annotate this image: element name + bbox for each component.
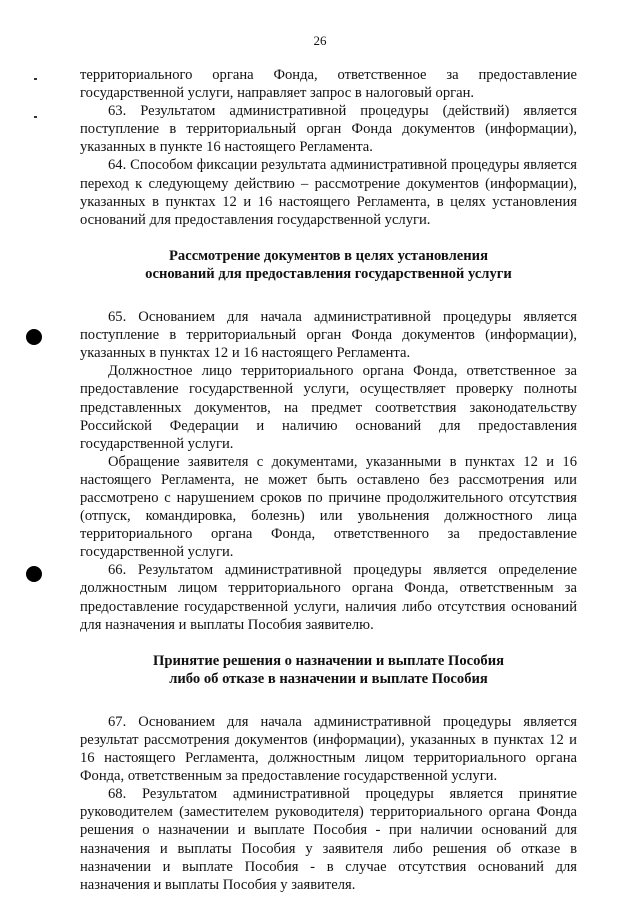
punch-hole-mark bbox=[26, 566, 42, 582]
punch-hole-mark bbox=[26, 329, 42, 345]
paragraph-65: 65. Основанием для начала административной процедуры является поступление в территориальный орган Фонда документов (информации), указанных в пунктах 12 и 16 настоящего Регламента. bbox=[80, 309, 577, 362]
section-heading-decision-line2: либо об отказе в назначении и выплате Пособия bbox=[169, 670, 488, 687]
paragraph-66: 66. Результатом административной процедуры является определение должностным лицом территориального органа Фонда, ответственным за предоставление государственной услуги, наличия либо отсутствия оснований для назначения и выплаты Пособия заявителю. bbox=[80, 562, 577, 633]
section-heading-decision bbox=[80, 652, 577, 688]
paragraph-official-check: Должностное лицо территориального органа Фонда, ответственное за предоставление государственной услуги, осуществляет проверку полноты представленных документов, на предмет соответствия законодательству Российской Федерации и наличию оснований для предоставления государственной услуги. bbox=[80, 363, 577, 452]
paragraph-67: 67. Основанием для начала административной процедуры является результат рассмотрения документов (информации), указанных в пунктах 12 и 16 настоящего Регламента, должностным лицом территориального органа Фонда, ответственным за предоставление государственной услуги. bbox=[80, 713, 577, 785]
paragraph-68: 68. Результатом административной процедуры является принятие руководителем (заместителем руководителя) территориального органа Фонда решения о назначении и выплате Пособия - при наличии оснований для назначения и выплаты Пособия у заявителя либо решения об отказе в назначении и выплате Пособия - в случае отсутствия оснований для назначения и выплаты Пособия у заявителя. bbox=[80, 786, 577, 893]
scan-speck bbox=[34, 78, 37, 80]
section-heading-review-line1: Рассмотрение документов в целях установления bbox=[169, 247, 488, 264]
paragraph-continuation: территориального органа Фонда, ответственное за предоставление государственной услуги, направляет запрос в налоговый орган. bbox=[80, 67, 577, 102]
page-number: 26 bbox=[313, 33, 327, 48]
document-body bbox=[80, 66, 577, 894]
section-heading-review-line2: оснований для предоставления государственной услуги bbox=[145, 265, 512, 282]
section-heading-decision-line1: Принятие решения о назначении и выплате Пособия bbox=[152, 652, 505, 669]
paragraph-64: 64. Способом фиксации результата административной процедуры является переход к следующему действию – рассмотрение документов (информации), указанных в пунктах 12 и 16 настоящего Регламента, в целях установления оснований для предоставления государственной услуги. bbox=[80, 157, 577, 228]
paragraph-63: 63. Результатом административной процедуры (действий) является поступление в территориальный орган Фонда документов (информации), указанных в пункте 16 настоящего Регламента. bbox=[80, 103, 577, 156]
scan-speck bbox=[34, 116, 37, 118]
paragraph-appeal: Обращение заявителя с документами, указанными в пунктах 12 и 16 настоящего Регламента, не может быть оставлено без рассмотрения или рассмотрено с нарушением сроков по причине продолжительного отсутствия (отпуск, командировка, болезнь) или увольнения должностного лица территориального органа Фонда, ответственного за предоставление государственной услуги. bbox=[80, 453, 577, 561]
section-heading-review bbox=[80, 247, 577, 283]
